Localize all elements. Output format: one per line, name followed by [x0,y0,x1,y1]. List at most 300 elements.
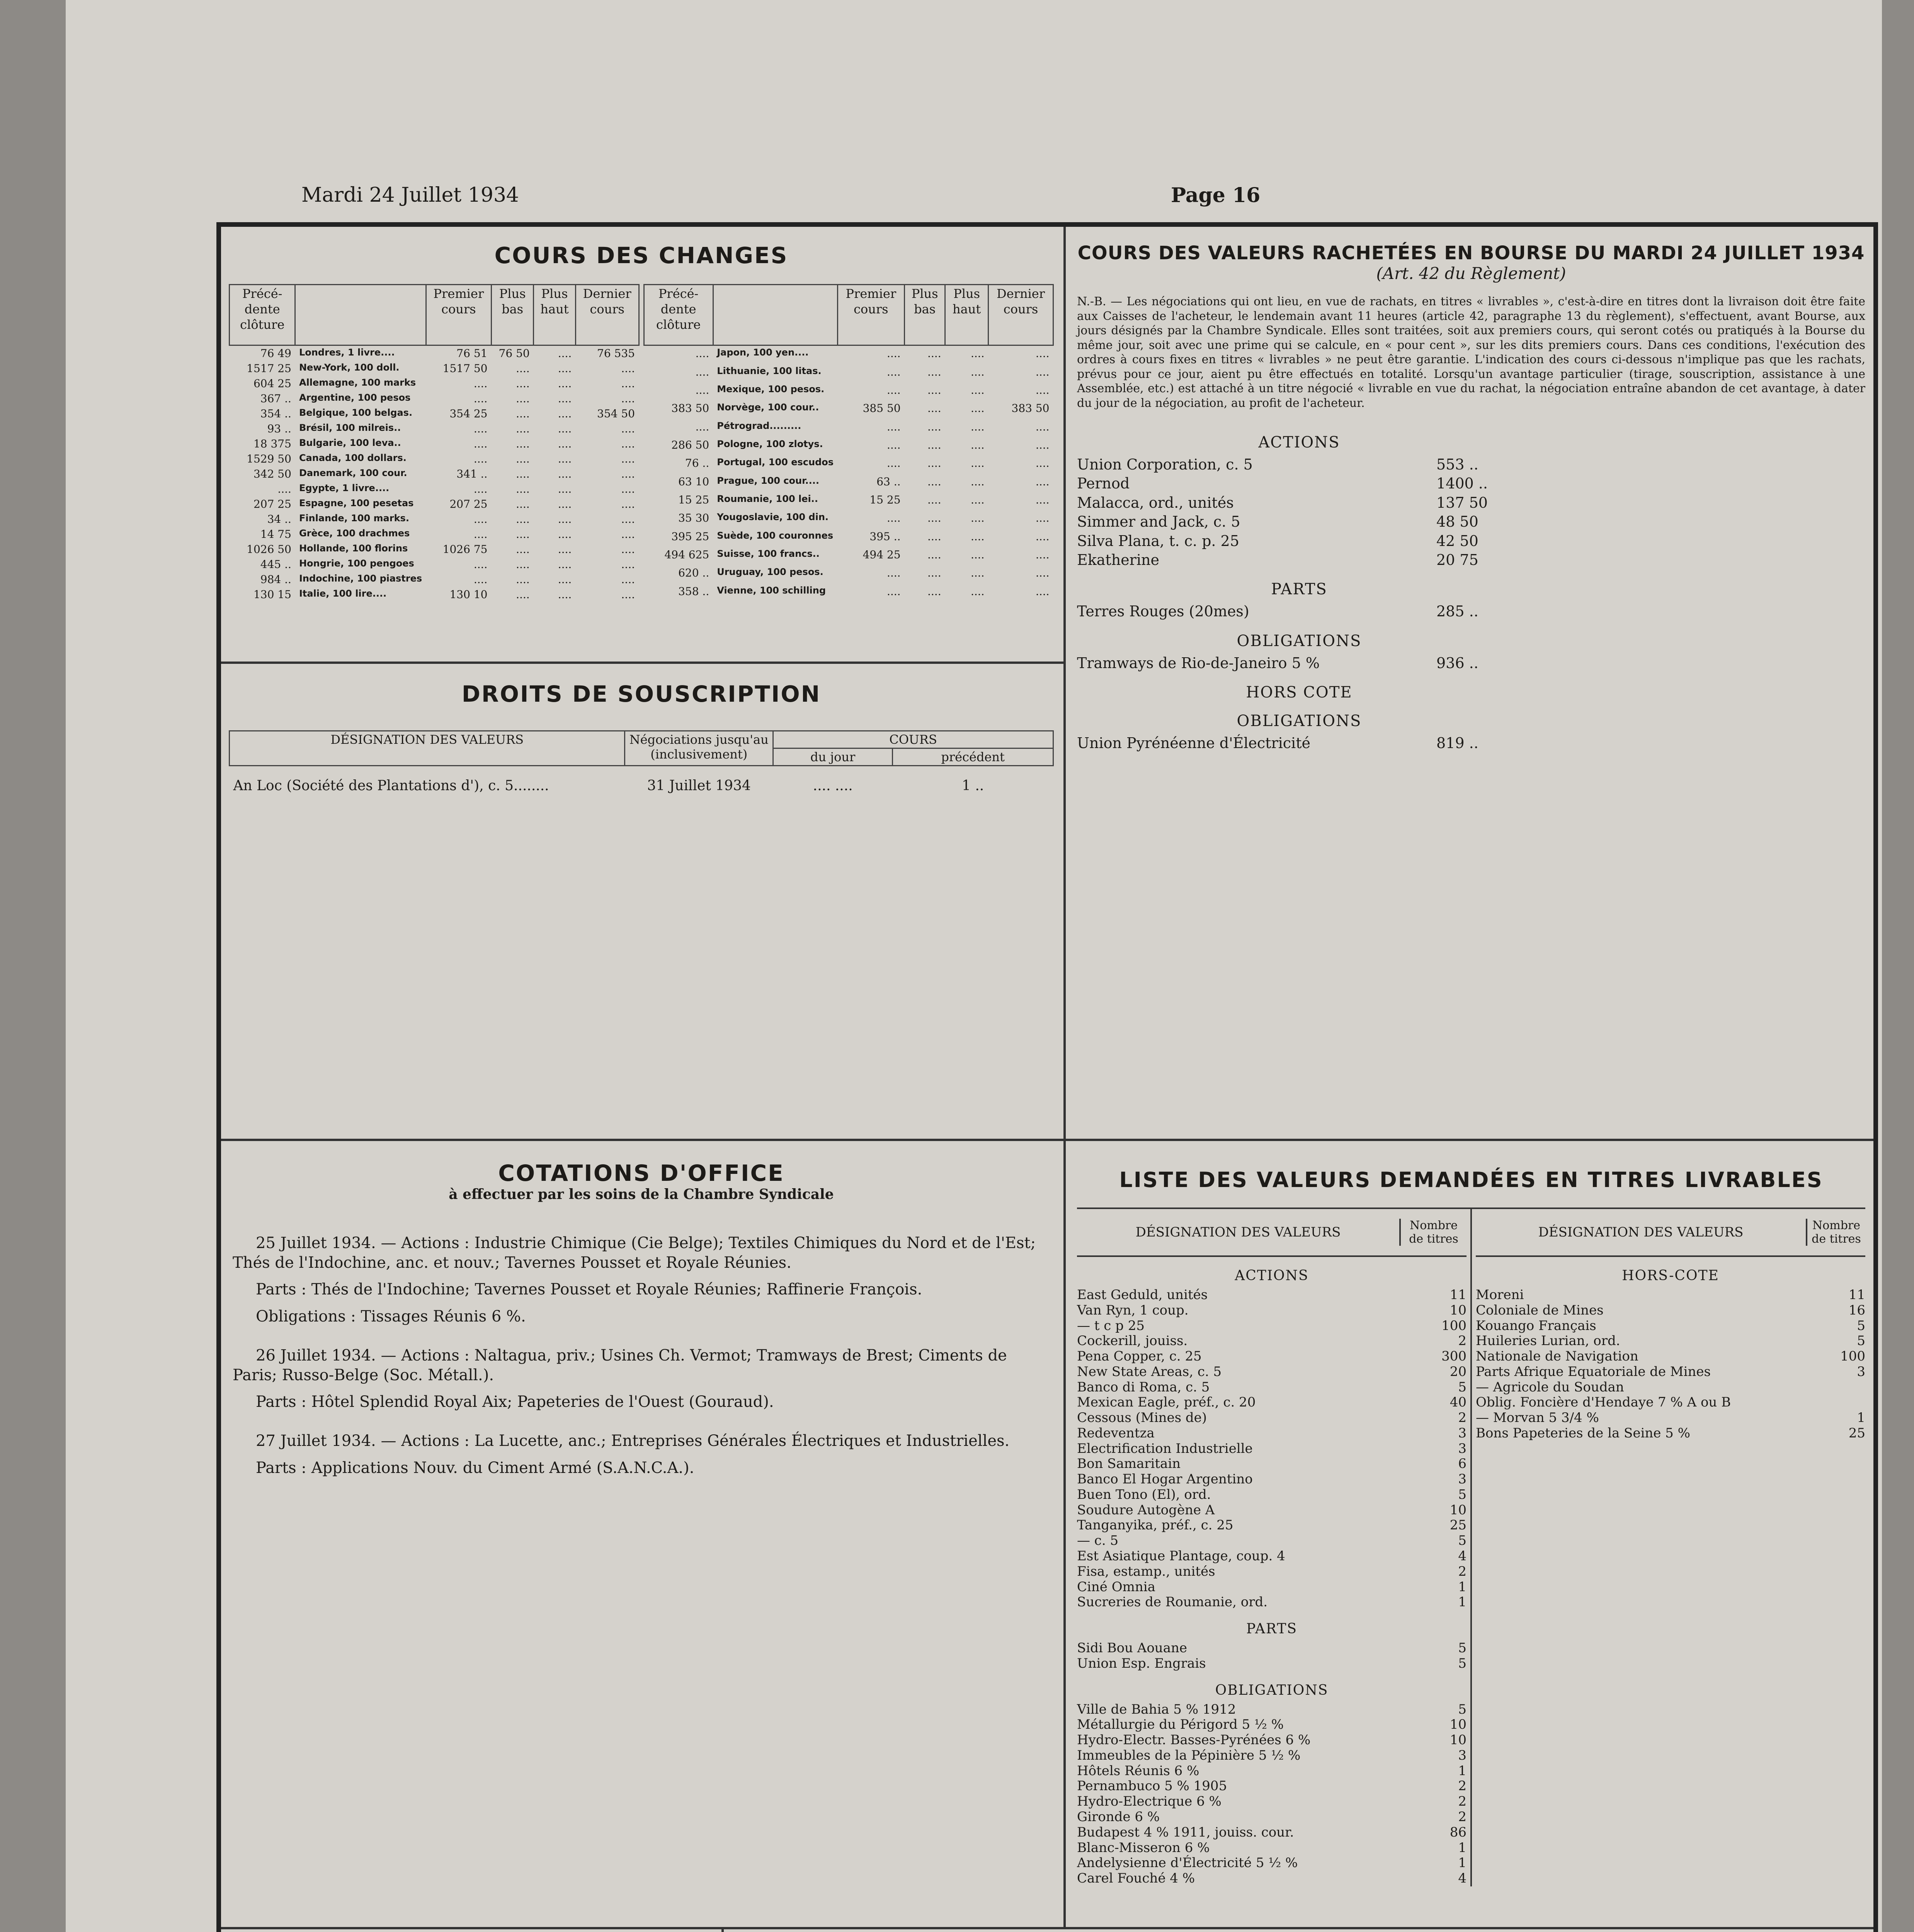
value-name: Oblig. Foncière d'Hendaye 7 % A ou B [1476,1395,1731,1410]
list-item [1476,1287,1865,1303]
list-item [1077,551,1521,570]
value-name: Kouango Français [1476,1318,1596,1333]
value-count [1811,1395,1865,1410]
changes-last: .... [1035,493,1050,506]
changes-last: .... [1035,512,1050,525]
value-name: — c. 5 [1077,1533,1119,1549]
souscription-name: An Loc (Société des Plantations d'), c. 5........ [233,778,549,794]
list-item [1476,1426,1865,1441]
value-count: 6 [1458,1456,1467,1472]
table-row [230,361,639,376]
changes-prev: 1529 50 [247,452,291,465]
table-row [644,529,1053,547]
list-item [1077,1364,1467,1380]
changes-first: 130 10 [449,588,488,601]
changes-high: .... [970,420,985,433]
changes-first: 341 .. [456,468,488,480]
changes-first: .... [473,558,488,571]
changes-high: .... [970,365,985,378]
list-item [1077,512,1521,531]
list-item [1476,1349,1865,1364]
list-item [1077,1533,1467,1549]
changes-prev: 342 50 [253,468,291,480]
changes-high: .... [558,362,572,375]
table-row [230,527,639,542]
value-count: 5 [1458,1640,1467,1656]
changes-last: .... [621,468,635,480]
changes-name: Hollande, 100 florins [299,543,408,554]
changes-last: 76 535 [597,347,635,360]
value-count: 5 [1458,1379,1467,1395]
value-count: 5 [1458,1701,1467,1717]
changes-col-first: Premier cours [837,285,905,345]
value-price: 1400 .. [1436,475,1488,492]
list-item [1476,1303,1865,1318]
list-item [1476,1410,1865,1426]
changes-last: .... [621,422,635,435]
table-row [230,345,639,361]
table-row [644,364,1053,383]
list-item [1077,1318,1467,1334]
list-item [1077,602,1521,621]
changes-last: .... [621,543,635,556]
changes-high: .... [558,498,572,510]
changes-prev: .... [695,365,709,378]
changes-name: Roumanie, 100 lei.. [717,493,818,504]
value-name: Union Pyrénéenne d'Électricité [1077,735,1310,752]
changes-low: .... [516,543,530,556]
value-name: Ciné Omnia [1077,1579,1155,1595]
value-name: Fisa, estamp., unités [1077,1563,1215,1579]
value-count: 5 [1458,1533,1467,1549]
changes-high: .... [970,438,985,451]
changes-last: .... [621,528,635,541]
changes-prev: 367 .. [260,392,291,405]
list-item [1077,1456,1467,1472]
changes-prev: 604 25 [253,377,291,390]
changes-first: 1026 75 [442,543,488,556]
livrables-col-designation: DÉSIGNATION DES VALEURS [1135,1225,1341,1240]
value-name: Banco El Hogar Argentino [1077,1471,1253,1487]
value-count: 1 [1458,1594,1467,1610]
value-name: Bons Papeteries de la Seine 5 % [1476,1425,1690,1441]
list-item [1077,1855,1467,1871]
value-name: Ville de Bahia 5 % 1912 [1077,1701,1236,1717]
list-item [1077,1333,1467,1349]
changes-high: .... [558,483,572,495]
changes-high: .... [558,347,572,360]
rachetees-title: COURS DES VALEURS RACHETÉES EN BOURSE DU MARDI 24 JUILLET 1934 [1077,242,1865,264]
value-name: — Agricole du Soudan [1476,1379,1624,1395]
rachetees-list [1077,434,1521,753]
value-name: Terres Rouges (20mes) [1077,603,1249,620]
value-count: 300 [1441,1349,1467,1364]
changes-low: .... [516,407,530,420]
table-row [644,383,1053,401]
changes-prev: .... [277,483,291,495]
changes-last: .... [621,392,635,405]
list-item [1077,1825,1467,1840]
section-label: HORS COTE [1246,684,1353,702]
changes-low: .... [927,420,941,433]
value-count: 40 [1450,1395,1467,1410]
value-count: 5 [1458,1486,1467,1502]
changes-prev: 354 .. [260,407,291,420]
livrables-col-designation-2: DÉSIGNATION DES VALEURS [1538,1225,1744,1240]
changes-name: Brésil, 100 milreis.. [299,422,401,433]
value-name: Mexican Eagle, préf., c. 20 [1077,1395,1256,1410]
list-item [1077,1380,1467,1395]
changes-name: Hongrie, 100 pengoes [299,558,414,569]
changes-high: .... [970,475,985,488]
changes-last: .... [621,377,635,390]
value-name: New State Areas, c. 5 [1077,1364,1222,1379]
list-item [1077,1410,1467,1426]
changes-prev: .... [695,347,709,360]
changes-low: .... [516,437,530,450]
divider [221,1139,1873,1141]
changes-high: .... [558,407,572,420]
value-count: 3 [1458,1471,1467,1487]
value-name: Van Ryn, 1 coup. [1077,1302,1189,1318]
changes-prev: 358 .. [678,585,709,598]
list-item [1077,1641,1467,1656]
changes-last: .... [1035,475,1050,488]
list-item [1077,532,1521,551]
list-item [1077,1764,1467,1779]
changes-prev: 395 25 [671,530,709,543]
changes-low: .... [927,347,941,360]
changes-name: Danemark, 100 cour. [299,468,407,478]
changes-first: .... [886,420,901,433]
changes-last: .... [1035,585,1050,598]
value-name: Ekatherine [1077,551,1159,568]
changes-name: Uruguay, 100 pesos. [717,566,823,578]
value-count: 1 [1458,1579,1467,1595]
table-row [230,766,1053,795]
list-item [1077,1595,1467,1610]
changes-high: .... [558,468,572,480]
list-item [1077,734,1521,753]
changes-prev: 445 .. [260,558,291,571]
value-count: 1 [1458,1840,1467,1855]
table-row [230,497,639,512]
changes-name: Prague, 100 cour.... [717,475,820,486]
cotations-text [233,1233,1050,1478]
value-name: Cockerill, jouiss. [1077,1333,1188,1349]
value-name: Moreni [1476,1287,1524,1303]
changes-low: .... [516,558,530,571]
table-row [230,466,639,481]
changes-name: Italie, 100 lire.... [299,588,387,599]
changes-name: Suède, 100 couronnes [717,530,834,541]
value-count [1811,1380,1865,1395]
changes-first: .... [473,573,488,586]
list-item [1077,1779,1467,1794]
table-row [644,565,1053,583]
list-item [1077,1518,1467,1533]
changes-name: Suisse, 100 francs.. [717,548,820,559]
cotation-paragraph: Parts : Applications Nouv. du Ciment Armé (S.A.N.C.A.). [256,1459,694,1477]
page-header [232,184,1882,211]
cotation-paragraph: 27 Juillet 1934. — Actions : La Lucette, anc.; Entreprises Générales Électriques et Industrielles. [256,1432,1010,1450]
changes-prev: 494 625 [664,548,709,561]
changes-low: .... [516,528,530,541]
changes-high: .... [970,383,985,396]
changes-name: Egypte, 1 livre.... [299,483,390,493]
changes-low: .... [516,573,530,586]
list-item [1476,1395,1865,1410]
value-count: 20 [1450,1364,1467,1379]
changes-high: .... [970,512,985,525]
changes-last: .... [621,452,635,465]
changes-high: .... [970,566,985,580]
value-count: 100 [1441,1318,1467,1333]
changes-prev: 130 15 [253,588,291,601]
section-label: OBLIGATIONS [1237,632,1362,650]
value-price: 285 .. [1436,603,1478,620]
value-count: 1 [1458,1763,1467,1779]
livrables-col-nombre-2: Nombre de titres [1806,1219,1865,1246]
value-price: 137 50 [1436,494,1488,511]
changes-low: .... [927,365,941,378]
value-name: Simmer and Jack, c. 5 [1077,513,1240,531]
value-count: 100 [1840,1349,1865,1364]
changes-low: .... [927,530,941,543]
changes-name: Finlande, 100 marks. [299,513,409,524]
table-row [230,391,639,406]
list-item [1077,1441,1467,1457]
souscription-title: DROITS DE SOUSCRIPTION [461,681,821,707]
value-name: Silva Plana, t. c. p. 25 [1077,532,1239,549]
droits-souscription-panel [221,665,1062,1135]
changes-low: .... [516,452,530,465]
changes-first: .... [473,377,488,390]
cotation-paragraph: Obligations : Tissages Réunis 6 %. [256,1307,526,1325]
souscription-col-prec: précédent [893,748,1053,766]
value-count: 3 [1458,1747,1467,1763]
value-count: 10 [1450,1732,1467,1748]
section-label: OBLIGATIONS [1215,1682,1329,1698]
changes-high: .... [558,422,572,435]
livrables-col-nombre: Nombre de titres [1399,1219,1467,1246]
value-name: Nationale de Navigation [1476,1349,1638,1364]
value-name: Malacca, ord., unités [1077,494,1234,511]
changes-high: .... [558,573,572,586]
changes-table-right [643,284,1054,602]
cotations-subtitle: à effectuer par les soins de la Chambre Syndicale [449,1186,834,1202]
changes-title: COURS DES CHANGES [494,242,788,269]
souscription-col-cours: COURS [773,731,1053,748]
list-item [1077,1580,1467,1595]
value-count: 25 [1450,1517,1467,1533]
changes-last: 383 50 [1011,402,1050,415]
changes-last: .... [1035,566,1050,580]
value-count: 1 [1857,1410,1865,1426]
value-price: 48 50 [1436,513,1478,531]
table-row [230,436,639,451]
changes-high: .... [558,392,572,405]
changes-low: .... [927,402,941,415]
changes-name: Canada, 100 dollars. [299,452,407,463]
changes-low: .... [516,377,530,390]
value-count: 86 [1450,1824,1467,1840]
changes-last: .... [621,437,635,450]
value-name: Huileries Lurian, ord. [1476,1333,1620,1349]
column-divider [1063,227,1066,1927]
value-name: Carel Fouché 4 % [1077,1871,1195,1886]
section-label: PARTS [1246,1621,1298,1637]
changes-name: Pologne, 100 zlotys. [717,438,823,449]
list-item [1077,1794,1467,1810]
value-count: 2 [1458,1563,1467,1579]
changes-high: .... [970,457,985,470]
changes-low: .... [516,483,530,495]
section-label: ACTIONS [1235,1268,1309,1284]
value-name: Buen Tono (El), ord. [1077,1486,1211,1502]
changes-name: Allemagne, 100 marks [299,377,416,388]
changes-high: .... [558,528,572,541]
changes-first: .... [886,347,901,360]
changes-high: .... [558,513,572,526]
divider [221,662,1063,664]
changes-first: .... [473,452,488,465]
changes-last: .... [621,558,635,571]
changes-name: Lithuanie, 100 litas. [717,365,822,376]
value-name: Sucreries de Roumanie, ord. [1077,1594,1268,1610]
changes-first: .... [473,392,488,405]
value-count: 2 [1458,1809,1467,1825]
changes-prev: 18 375 [253,437,291,450]
changes-col-first: Premier cours [426,285,491,345]
changes-last: .... [621,588,635,601]
changes-prev: 76 .. [685,457,709,470]
table-row [230,587,639,602]
value-name: Hydro-Electrique 6 % [1077,1794,1222,1810]
changes-high: .... [970,347,985,360]
value-name: Union Corporation, c. 5 [1077,456,1253,473]
changes-table-left [229,284,640,602]
changes-name: Argentine, 100 pesos [299,392,411,403]
changes-high: .... [558,558,572,571]
changes-prev: 286 50 [671,438,709,451]
changes-low: .... [516,468,530,480]
souscription-jour: .... .... [813,778,853,794]
changes-high: .... [970,585,985,598]
cotations-office-panel [221,1145,1062,1925]
value-name: Bon Samaritain [1077,1456,1181,1472]
value-name: Parts Afrique Equatoriale de Mines [1476,1364,1711,1379]
cours-des-changes-panel [221,227,1062,660]
value-count: 3 [1857,1364,1865,1379]
value-count: 3 [1458,1440,1467,1456]
value-name: Blanc-Misseron 6 % [1077,1840,1210,1855]
changes-col-low: Plus bas [491,285,533,345]
list-item [1077,1748,1467,1764]
table-row [644,492,1053,510]
changes-last: .... [1035,383,1050,396]
changes-prev: .... [695,420,709,433]
section-label: ACTIONS [1258,434,1340,451]
changes-name: Vienne, 100 schilling [717,585,826,596]
list-item [1077,1840,1467,1856]
value-count: 5 [1458,1655,1467,1671]
table-row [230,481,639,497]
value-count: 2 [1458,1410,1467,1426]
changes-first: .... [886,438,901,451]
changes-low: .... [516,588,530,601]
section-label: PARTS [1271,580,1327,599]
value-name: Immeubles de la Pépinière 5 ½ % [1077,1747,1301,1763]
changes-first: .... [886,383,901,396]
value-name: Redeventza [1077,1425,1155,1441]
changes-first: .... [473,513,488,526]
list-item [1077,1395,1467,1410]
value-name: Pernod [1077,475,1130,492]
souscription-prec: 1 .. [961,778,984,794]
list-item [1077,1487,1467,1503]
changes-last: .... [1035,365,1050,378]
changes-last: .... [621,483,635,495]
titres-livrables-panel [1069,1145,1873,1925]
changes-first: .... [886,457,901,470]
table-row [644,584,1053,602]
changes-prev: 1517 25 [247,362,291,375]
changes-col-prev: Précé-dente clôture [644,285,713,345]
changes-high: .... [970,530,985,543]
cotation-paragraph: Parts : Hôtel Splendid Royal Aix; Papeteries de l'Ouest (Gouraud). [256,1393,774,1411]
souscription-table [229,730,1054,794]
changes-prev: 1026 50 [247,543,291,556]
value-name: Budapest 4 % 1911, jouiss. cour. [1077,1824,1294,1840]
list-item [1077,1426,1467,1441]
value-count: 2 [1458,1333,1467,1349]
changes-low: .... [516,392,530,405]
changes-prev: 76 49 [260,347,291,360]
changes-low: .... [927,566,941,580]
value-count: 16 [1848,1302,1865,1318]
changes-first: .... [886,566,901,580]
changes-high: .... [558,588,572,601]
changes-low: .... [516,513,530,526]
value-price: 42 50 [1436,532,1478,549]
changes-low: .... [927,512,941,525]
section-label: OBLIGATIONS [1237,712,1362,730]
value-name: Tramways de Rio-de-Janeiro 5 % [1077,654,1320,672]
list-item [1077,1287,1467,1303]
changes-low: .... [516,498,530,510]
changes-first: 395 .. [869,530,901,543]
changes-prev: 34 .. [267,513,291,526]
table-row [644,547,1053,565]
rachetees-subtitle: (Art. 42 du Règlement) [1376,264,1566,283]
changes-low: .... [927,438,941,451]
table-row [230,421,639,436]
list-item [1077,1549,1467,1564]
list-item [1077,1656,1467,1672]
changes-name: Yougoslavie, 100 din. [717,512,829,523]
changes-name: Belgique, 100 belgas. [299,407,413,418]
list-item [1077,474,1521,493]
list-item [1077,1810,1467,1825]
table-row [230,376,639,391]
table-row [230,406,639,421]
list-item [1077,1564,1467,1580]
changes-first: 76 51 [456,347,488,360]
changes-prev: 35 30 [678,512,709,525]
changes-col-high: Plus haut [945,285,988,345]
value-name: Cessous (Mines de) [1077,1410,1207,1426]
